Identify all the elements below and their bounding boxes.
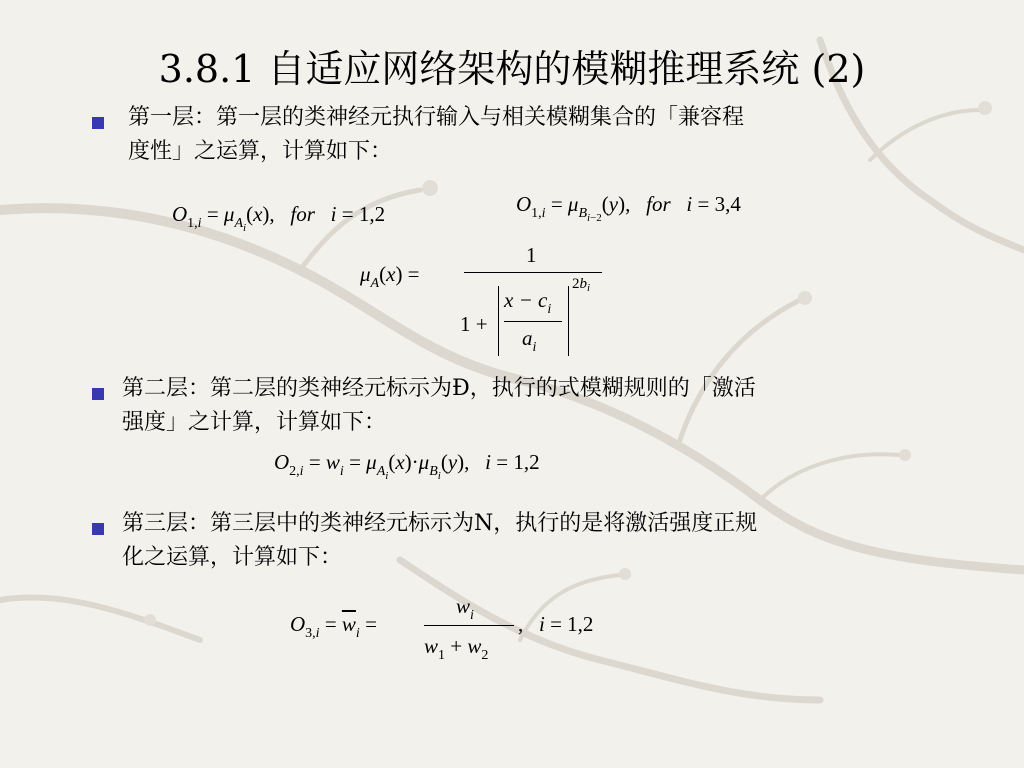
bullet-icon	[92, 523, 104, 535]
formula-x-minus-c: $x - c_i$	[504, 288, 552, 317]
layer3-line1: 第三层中的类神经元标示为N，执行的是将激活强度正规	[210, 511, 758, 536]
formula-o3-numerator: $w_i$	[456, 594, 474, 623]
page-title: 3.8.1 自适应网络架构的模糊推理系统 (2)	[158, 47, 866, 91]
inner-fraction-line	[504, 321, 562, 322]
bullet-icon	[92, 117, 104, 129]
layer1-text	[128, 101, 958, 169]
formula-a-i: $a_i$	[522, 326, 537, 355]
layer1-heading: 第一层	[128, 105, 195, 130]
formula-o1-b: $O_{1,i} = \mu_{B_{i-2}}(y)$, for i = 3,4	[516, 192, 741, 224]
layer1-line1: 第一层的类神经元执行输入与相关模糊集合的「兼容程	[216, 105, 745, 130]
layer3-colon: ：	[188, 511, 211, 536]
formula-o1-a: $O_{1,i} = \mu_{A_i}(x)$, for i = 1,2	[172, 202, 386, 234]
formula-o3-range: , i = 1,2	[518, 612, 594, 636]
layer3-text	[122, 507, 952, 575]
layer3-heading: 第三层	[122, 511, 189, 536]
fraction-line	[464, 272, 602, 273]
formula-o2: $O_{2,i} = w_i = \mu_{A_i}(x)\cdot\mu_{B_i}(y)$, i = 1,2	[274, 450, 540, 482]
layer2-line2: 强度」之计算，计算如下：	[122, 410, 387, 435]
formula-exponent: $2b_i$	[572, 276, 591, 294]
bullet-icon	[92, 388, 104, 400]
layer2-text	[122, 372, 952, 440]
abs-bar-left	[498, 286, 499, 356]
formula-bell-one-plus: 1 +	[460, 312, 488, 336]
formula-o3-lhs: $O_{3,i} = \overline{w}_i$ =	[290, 612, 377, 641]
layer2-colon: ：	[188, 376, 211, 401]
formula-bell-numerator: 1	[526, 243, 537, 267]
layer1-line2: 度性」之运算，计算如下：	[128, 139, 393, 164]
formula-bell-lhs: $\mu_A(x)$ =	[360, 262, 420, 291]
layer1-colon: ：	[194, 105, 217, 130]
layer2-line1: 第二层的类神经元标示为Đ，执行的式模糊规则的「激活	[210, 376, 756, 401]
layer2-heading: 第二层	[122, 376, 189, 401]
o3-fraction-line	[424, 625, 514, 626]
for-keyword: for	[290, 202, 315, 226]
abs-bar-right	[568, 286, 569, 356]
layer3-line2: 化之运算，计算如下：	[122, 545, 343, 570]
formula-o3-denominator: $w_1 + w_2$	[424, 634, 489, 663]
